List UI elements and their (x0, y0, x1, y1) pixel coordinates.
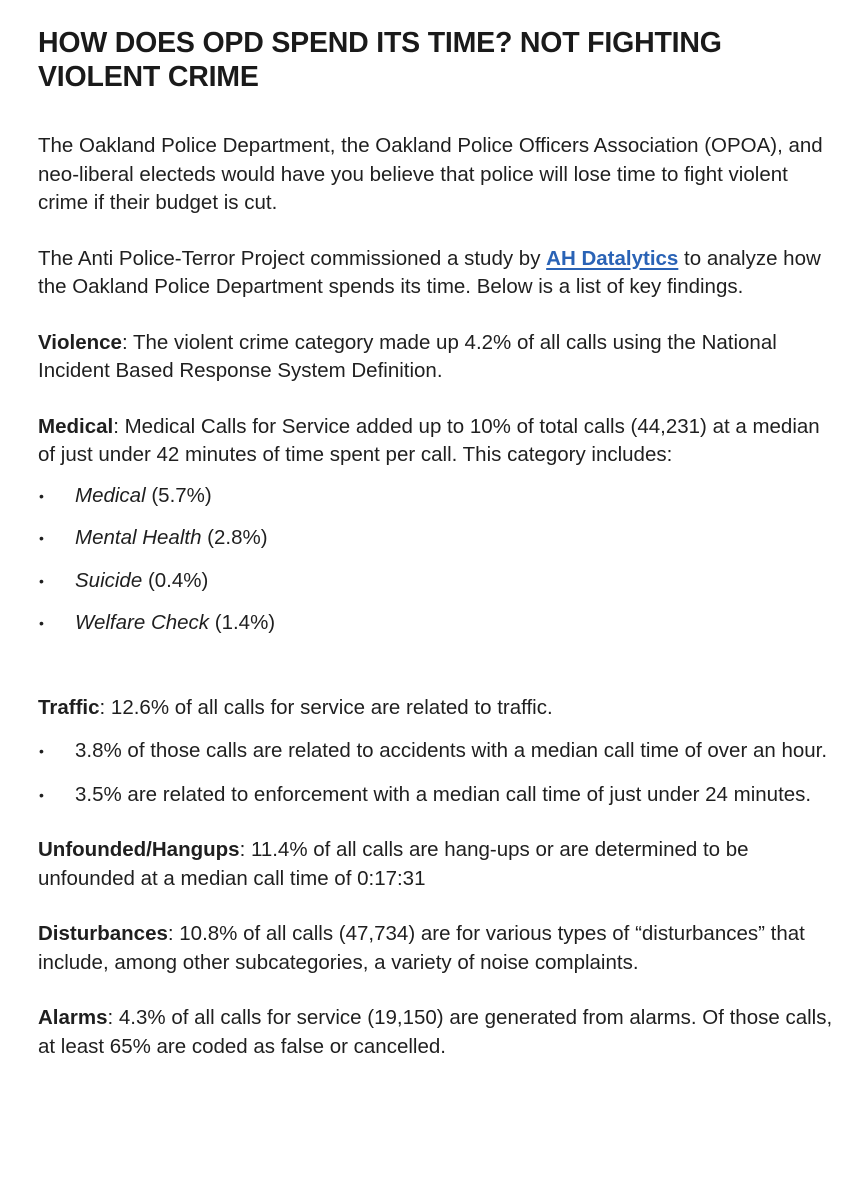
subcategory-percent: (2.8%) (201, 526, 268, 549)
alarms-finding (38, 1004, 838, 1061)
list-item (38, 524, 838, 553)
ah-datalytics-link[interactable]: AH Datalytics (546, 246, 679, 270)
unfounded-label: Unfounded/Hangups (38, 838, 240, 861)
intro-paragraph: The Oakland Police Department, the Oakland Police Officers Association (OPOA), and neo-liberal electeds would have you believe that police will lose time to fight violent crime if their budget is cut. (38, 134, 823, 214)
medical-finding (38, 413, 838, 470)
disturbances-finding (38, 920, 838, 977)
bullet-icon: • (39, 743, 44, 759)
violence-text: : The violent crime category made up 4.2% of all calls using the National Incident Based Response System Definition. (38, 330, 777, 382)
traffic-finding (38, 694, 838, 723)
traffic-detail-text: 3.8% of those calls are related to accidents with a median call time of over an hour. (75, 739, 828, 762)
violence-label: Violence (38, 330, 122, 354)
article-title: HOW DOES OPD SPEND ITS TIME? NOT FIGHTING VIOLENT CRIME (38, 27, 722, 93)
traffic-detail-list (38, 737, 838, 809)
medical-label: Medical (38, 414, 114, 438)
bullet-icon: • (39, 786, 44, 803)
disturbances-text: : 10.8% of all calls (47,734) are for various types of “disturbances” that include, among other subcategories, a variety of noise complaints. (38, 922, 805, 974)
disturbances-label: Disturbances (38, 922, 168, 945)
traffic-label: Traffic (38, 695, 100, 719)
bullet-icon: • (39, 487, 44, 504)
subcategory-name: Mental Health (75, 526, 202, 549)
subcategory-percent: (0.4%) (142, 568, 209, 592)
subcategory-percent: (1.4%) (209, 611, 276, 634)
list-item (38, 781, 838, 810)
bullet-icon: • (39, 572, 44, 589)
subcategory-name: Suicide (75, 568, 143, 592)
traffic-text: : 12.6% of all calls for service are related to traffic. (99, 695, 553, 719)
bullet-icon: • (39, 615, 44, 631)
subcategory-percent: (5.7%) (145, 483, 212, 507)
study-text-after: to analyze how the Oakland Police Department spends its time. Below is a list of key findings. (38, 246, 821, 298)
bullet-icon: • (39, 530, 44, 546)
violence-finding (38, 329, 838, 386)
study-text-before: The Anti Police-Terror Project commissioned a study by (38, 246, 547, 270)
study-paragraph (38, 245, 838, 302)
alarms-label: Alarms (38, 1006, 108, 1029)
traffic-detail-text: 3.5% are related to enforcement with a median call time of just under 24 minutes. (75, 782, 812, 806)
alarms-text: : 4.3% of all calls for service (19,150) are generated from alarms. Of those calls, at least 65% are coded as false or cancelled. (38, 1006, 833, 1058)
subcategory-name: Welfare Check (75, 611, 210, 634)
unfounded-finding (38, 836, 838, 893)
list-item (38, 609, 838, 638)
list-item (38, 482, 838, 511)
medical-text: : Medical Calls for Service added up to 10% of total calls (44,231) at a median of just under 42 minutes of time spent per call. This category includes: (38, 414, 820, 466)
article (38, 26, 838, 1061)
subcategory-name: Medical (75, 483, 146, 507)
list-item (38, 567, 838, 596)
list-item (38, 737, 838, 766)
unfounded-text: : 11.4% of all calls are hang-ups or are determined to be unfounded at a median call time of 0:17:31 (38, 838, 749, 890)
medical-subcategory-list (38, 482, 838, 638)
